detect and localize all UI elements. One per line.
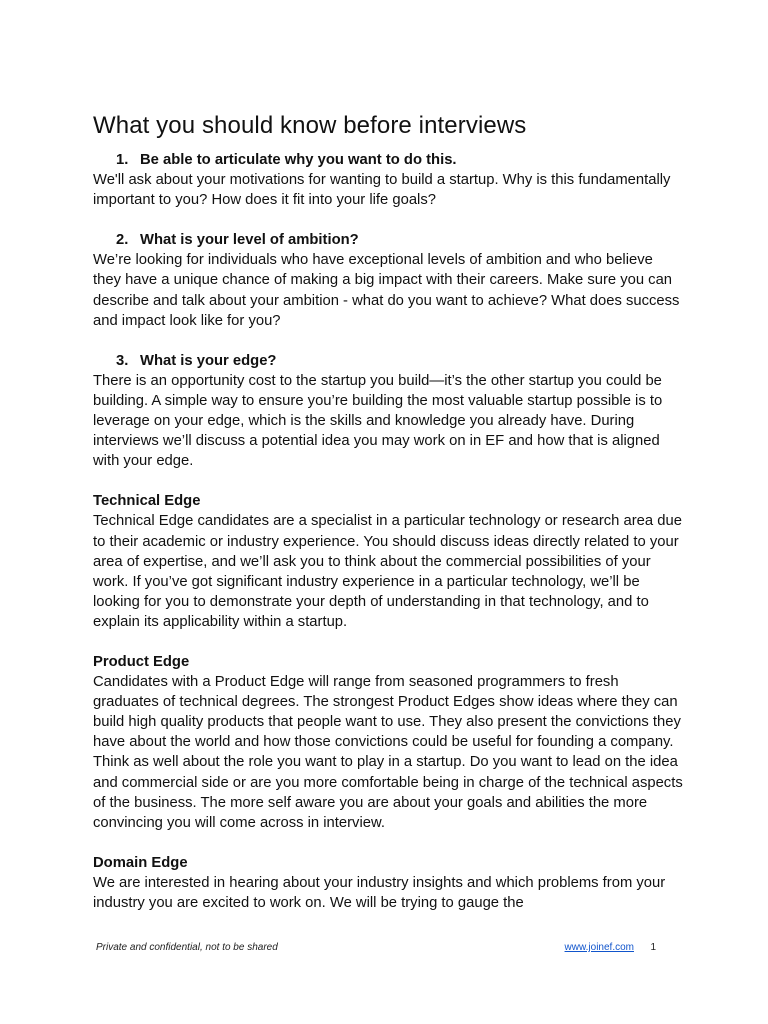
technical-edge-heading: Technical Edge [93, 493, 201, 510]
document-body [93, 112, 683, 913]
section-2-body: We’re looking for individuals who have exceptional levels of ambition and who believe they have a unique chance of making a big impact with their careers. Make sure you can describe and talk about your ambition - what do you want to achieve? What does success and impact look like for you? [93, 252, 680, 329]
spacer [93, 210, 683, 230]
website-link[interactable]: www.joinef.com [564, 942, 634, 953]
confidential-notice: Private and confidential, not to be shared [96, 942, 278, 953]
spacer [93, 331, 683, 351]
page-number: 1 [650, 942, 656, 953]
product-edge-heading: Product Edge [93, 653, 190, 670]
section-2-heading [93, 230, 683, 250]
section-3-heading [93, 351, 683, 371]
product-edge-body: Candidates with a Product Edge will range from seasoned programmers to fresh graduates of technical degrees. The strongest Product Edges show ideas where they can build high quality products that people want to use. They also present the convictions they have about the world and how those convictions could be useful for founding a company. Think as well about the role you want to play in a startup. Do you want to lead on the idea and commercial side or are you more comfortable being in charge of the technical aspects of the business. The more self aware you are about your goals and abilities the more convincing you will come across in interview. [93, 674, 683, 831]
spacer [93, 471, 683, 491]
section-1-heading-text: Be able to articulate why you want to do this. [140, 152, 457, 168]
section-2-heading-text: What is your level of ambition? [140, 232, 359, 249]
page-title: What you should know before interviews [93, 112, 527, 139]
section-2-number: 2. [116, 232, 129, 249]
section-1-body: We'll ask about your motivations for wanting to build a startup. Why is this fundamentally important to you? How does it fit into your life goals? [93, 172, 671, 209]
domain-edge-body: We are interested in hearing about your industry insights and which problems from your industry you are excited to work on. We will be trying to gauge the [93, 874, 666, 911]
domain-edge-heading: Domain Edge [93, 854, 188, 871]
section-3-number: 3. [116, 352, 129, 369]
section-1-heading [93, 150, 683, 170]
section-3-heading-text: What is your edge? [140, 352, 277, 369]
section-1-number: 1. [116, 152, 129, 168]
spacer [93, 833, 683, 853]
technical-edge-body: Technical Edge candidates are a specialist in a particular technology or research area due to their academic or industry experience. You should discuss ideas directly related to your area of expertise, and we’ll ask you to think about the commercial possibilities of your work. If you’ve got significant industry experience in a particular technology, we’ll be looking for you to demonstrate your depth of understanding in that technology, and to explain its applicability within a startup. [93, 513, 682, 630]
section-3-body: There is an opportunity cost to the startup you build—it’s the other startup you could be building. A simple way to ensure you’re building the most valuable startup possible is to leverage on your edge, which is the skills and knowledge you already have. During interviews we’ll discuss a potential idea you may work on in EF and how that is aligned with your edge. [93, 372, 663, 470]
spacer [93, 632, 683, 652]
page-footer [96, 941, 656, 957]
